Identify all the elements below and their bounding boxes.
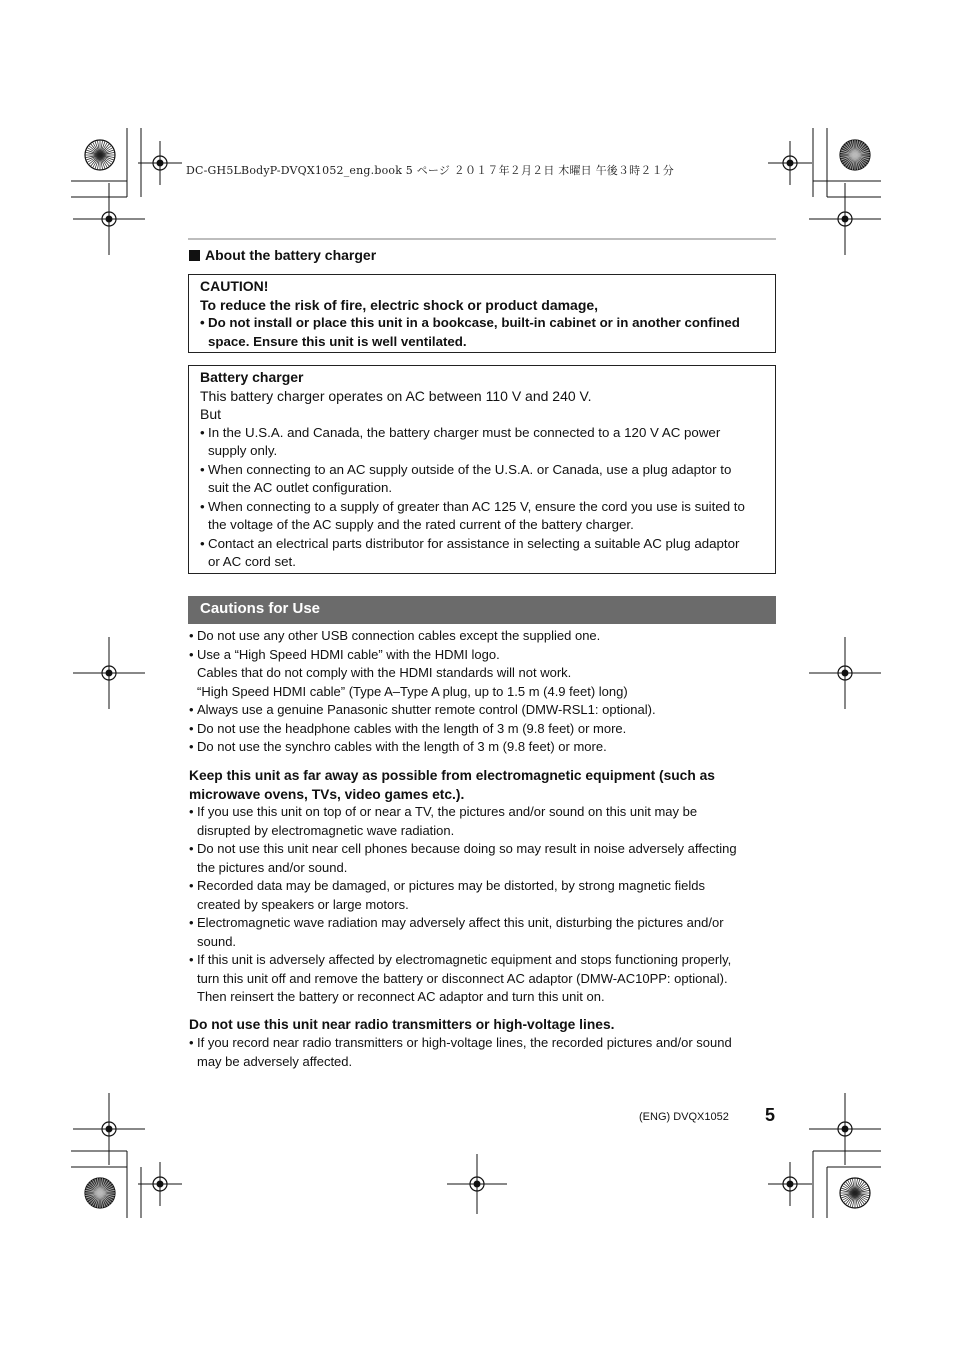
page-number: 5 — [765, 1105, 776, 1125]
em-heading-line: Keep this unit as far away as possible from electromagnetic equipment (such as — [189, 768, 715, 783]
list-item-line: • Use a “High Speed HDMI cable” with the HDMI logo. — [197, 646, 500, 662]
section-rule — [188, 238, 776, 240]
list-item-line: “High Speed HDMI cable” (Type A–Type A plug, up to 1.5 m (4.9 feet) long) — [197, 683, 628, 699]
list-item — [189, 877, 779, 914]
list-item-line: • Do not use the headphone cables with the length of 3 m (9.8 feet) or more. — [197, 720, 627, 736]
caution-title: CAUTION! — [200, 278, 269, 294]
list-item-line: • Contact an electrical parts distributor for assistance in selecting a suitable AC plug adaptor — [208, 535, 740, 551]
list-item-line: the pictures and/or sound. — [197, 859, 348, 875]
list-item — [189, 951, 779, 1007]
list-item-line: turn this unit off and remove the battery or disconnect AC adaptor (DMW-AC10PP: optional). — [197, 970, 728, 986]
battery-section-heading — [189, 247, 376, 263]
caution-bullet — [200, 314, 767, 351]
list-item — [189, 840, 779, 877]
square-bullet-icon — [189, 250, 200, 261]
caution-bullet-line: space. Ensure this unit is well ventilated. — [208, 333, 467, 349]
list-item-line: Cables that do not comply with the HDMI standards will not work. — [197, 665, 572, 680]
caution-bullet-line: • Do not install or place this unit in a bookcase, built-in cabinet or in another confined — [208, 315, 740, 330]
print-info-header: DC-GH5LBodyP-DVQX1052_eng.book 5 ページ ２０１７年２月２日 木曜日 午後３時２１分 — [186, 164, 674, 177]
list-item — [189, 1034, 779, 1071]
list-item-line: or AC cord set. — [208, 554, 296, 569]
list-item — [200, 498, 767, 535]
list-item — [200, 424, 767, 461]
list-item — [189, 720, 779, 739]
battery-section-heading-text: About the battery charger — [205, 247, 377, 263]
list-item-line: • Do not use this unit near cell phones because doing so may result in noise adversely affecting — [197, 841, 737, 856]
battery-charger-box — [188, 365, 776, 574]
footer-code: (ENG) DVQX1052 — [639, 1111, 729, 1123]
list-item-line: created by speakers or large motors. — [197, 896, 409, 912]
list-item-line: • If you use this unit on top of or near a TV, the pictures and/or sound on this unit may be — [197, 804, 698, 819]
em-heading-line: microwave ovens, TVs, video games etc.). — [189, 786, 465, 802]
list-item-line: supply only. — [208, 443, 278, 458]
list-item — [200, 535, 767, 572]
list-item — [189, 646, 779, 702]
list-item — [200, 461, 767, 498]
radio-heading: Do not use this unit near radio transmitters or high-voltage lines. — [189, 1017, 615, 1032]
list-item-line: • Do not use the synchro cables with the length of 3 m (9.8 feet) or more. — [197, 739, 607, 754]
caution-box — [188, 274, 776, 353]
list-item-line: • When connecting to an AC supply outside of the U.S.A. or Canada, use a plug adaptor to — [208, 461, 732, 477]
cautions-banner-title: Cautions for Use — [200, 600, 321, 617]
list-item-line: • Always use a genuine Panasonic shutter remote control (DMW-RSL1: optional). — [197, 702, 656, 717]
list-item-line: suit the AC outlet configuration. — [208, 480, 393, 495]
list-item-line: Then reinsert the battery or reconnect AC adaptor and turn this unit on. — [197, 989, 605, 1004]
list-item — [189, 914, 779, 951]
list-item-line: disrupted by electromagnetic wave radiation. — [197, 822, 455, 838]
list-item-line: • If you record near radio transmitters or high-voltage lines, the recorded pictures and/or sound — [197, 1035, 732, 1050]
list-item-line: • Recorded data may be damaged, or pictures may be distorted, by strong magnetic fields — [197, 878, 705, 893]
list-item — [189, 701, 779, 720]
list-item — [189, 627, 779, 646]
list-item-line: sound. — [197, 933, 237, 949]
em-cautions-list — [189, 803, 779, 1007]
charger-bullet-list — [200, 424, 767, 572]
list-item-line: • Electromagnetic wave radiation may adversely affect this unit, disturbing the pictures and/or — [197, 915, 724, 930]
radio-cautions-list — [189, 1034, 779, 1071]
cautions-banner — [188, 596, 776, 624]
list-item-line: • If this unit is adversely affected by electromagnetic equipment and stops functioning properly, — [197, 952, 732, 967]
list-item-line: • In the U.S.A. and Canada, the battery charger must be connected to a 120 V AC power — [208, 424, 721, 440]
cable-cautions-list — [189, 627, 779, 757]
list-item-line: • When connecting to a supply of greater than AC 125 V, ensure the cord you use is suited to — [208, 498, 745, 514]
list-item — [189, 803, 779, 840]
charger-title: Battery charger — [200, 369, 304, 385]
list-item-line: may be adversely affected. — [197, 1053, 353, 1069]
list-item — [189, 738, 779, 757]
em-heading — [189, 767, 779, 804]
list-item-line: the voltage of the AC supply and the rated current of the battery charger. — [208, 517, 634, 532]
charger-line: This battery charger operates on AC between 110 V and 240 V. — [200, 387, 592, 404]
charger-line: But — [200, 406, 222, 422]
caution-subtitle: To reduce the risk of fire, electric shock or product damage, — [200, 296, 599, 313]
list-item-line: • Do not use any other USB connection cables except the supplied one. — [197, 628, 601, 643]
